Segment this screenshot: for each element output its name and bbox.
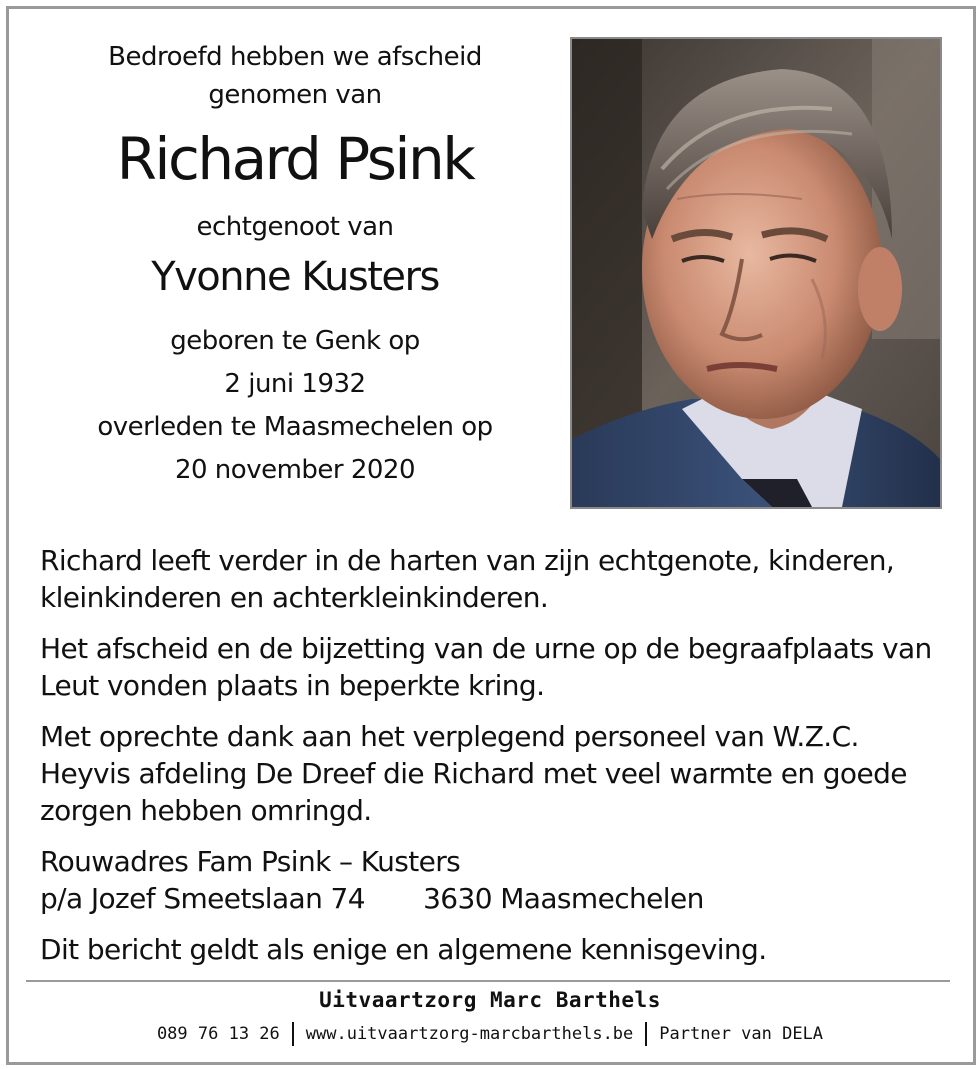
birth-place: geboren te Genk op: [170, 326, 420, 356]
closing-statement: Dit bericht geldt als enige en algemene kennisgeving.: [40, 933, 767, 966]
portrait-photo: [570, 37, 942, 509]
mourning-address: [40, 843, 950, 917]
notice-body: [40, 542, 950, 982]
footer-contact: [0, 1022, 980, 1046]
footer-separator: [645, 1022, 647, 1046]
paragraph-thanks: Met oprechte dank aan het verplegend personeel van W.Z.C. Heyvis afdeling De Dreef die Richard met veel warmte en goede zorgen hebben omringd.: [40, 720, 907, 827]
paragraph-funeral: Het afscheid en de bijzetting van de urne op de begraafplaats van Leut vonden plaats in beperkte kring.: [40, 632, 932, 702]
footer-website[interactable]: www.uitvaartzorg-marcbarthels.be: [305, 1024, 634, 1044]
deceased-name: Richard Psink: [116, 125, 474, 193]
funeral-company: Uitvaartzorg Marc Barthels: [319, 988, 661, 1012]
portrait-illustration: [572, 39, 940, 507]
footer-phone: 089 76 13 26: [156, 1024, 280, 1044]
address-city: 3630 Maasmechelen: [423, 882, 704, 915]
spouse-label: echtgenoot van: [196, 212, 394, 242]
life-dates: [40, 320, 550, 492]
address-street: p/a Jozef Smeetslaan 74: [40, 882, 365, 915]
intro-text: [40, 38, 550, 114]
address-label: Rouwadres Fam Psink – Kusters: [40, 845, 461, 878]
footer-separator: [292, 1022, 294, 1046]
paragraph-family: Richard leeft verder in de harten van zijn echtgenote, kinderen, kleinkinderen en achterkleinkinderen.: [40, 544, 895, 614]
death-date: 20 november 2020: [174, 455, 416, 485]
intro-line-1: Bedroefd hebben we afscheid: [108, 42, 482, 72]
intro-line-2: genomen van: [208, 80, 382, 110]
death-place: overleden te Maasmechelen op: [97, 412, 493, 442]
birth-date: 2 juni 1932: [224, 369, 366, 399]
spouse-name: Yvonne Kusters: [151, 254, 439, 300]
footer-partner: Partner van DELA: [659, 1024, 824, 1044]
notice-header: [40, 38, 550, 492]
footer-divider: [26, 980, 950, 982]
